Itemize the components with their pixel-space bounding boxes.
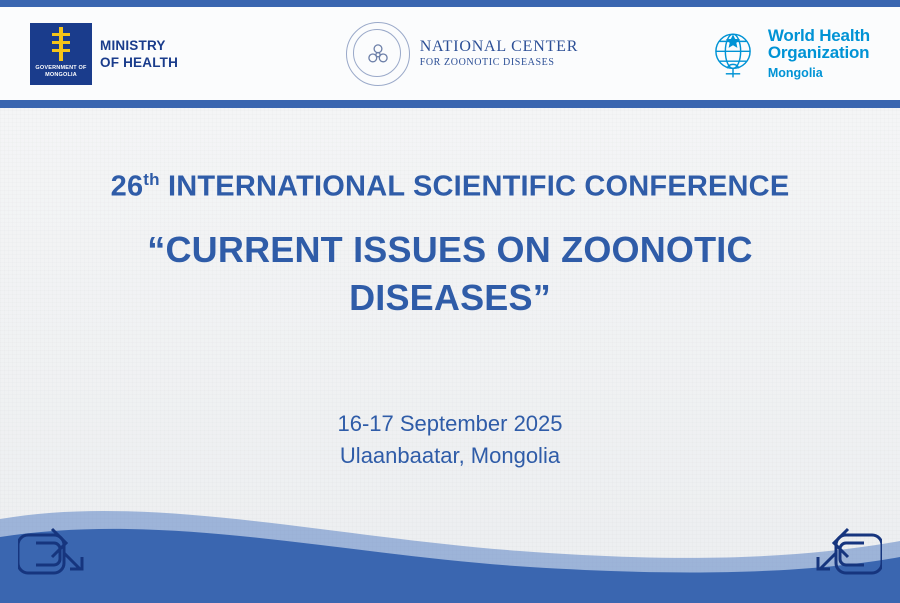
header-divider-rule	[0, 100, 900, 108]
conference-heading	[0, 170, 900, 204]
soyombo-symbol-icon	[50, 27, 72, 61]
national-center-logo	[346, 22, 579, 86]
conference-title-text: INTERNATIONAL SCIENTIFIC CONFERENCE	[159, 170, 790, 203]
conference-theme	[0, 226, 900, 322]
theme-line2: DISEASES”	[349, 276, 551, 318]
title-block	[0, 170, 900, 322]
ministry-of-health-text	[100, 37, 178, 71]
event-date: 16-17 September 2025	[337, 411, 563, 436]
who-name-line1: World Health	[767, 25, 870, 45]
who-logo	[706, 27, 870, 81]
top-accent-rule	[0, 0, 900, 7]
gov-label-line1: GOVERNMENT OF	[35, 64, 87, 71]
conference-number: 26	[110, 170, 144, 203]
ncz-line1: NATIONAL CENTER	[419, 38, 579, 56]
ulzii-knot-right-icon	[808, 523, 882, 585]
ministry-line1: MINISTRY	[100, 37, 166, 53]
ulzii-knot-left-icon	[18, 523, 92, 585]
bottom-wave-decoration	[0, 463, 900, 603]
mongolia-emblem-icon	[30, 23, 92, 85]
event-location: Ulaanbaatar, Mongolia	[339, 443, 561, 468]
who-text	[768, 27, 870, 81]
conference-ordinal: th	[143, 170, 160, 189]
who-name-line2: Organization	[767, 43, 870, 63]
gov-label-line2: MONGOLIA	[45, 71, 77, 78]
government-of-mongolia-label	[30, 65, 92, 79]
national-center-seal-icon	[346, 22, 410, 86]
ncz-line2: FOR ZOONOTIC DISEASES	[419, 57, 555, 69]
national-center-text	[420, 37, 579, 70]
ministry-line2: OF HEALTH	[100, 54, 179, 70]
who-country-label: Mongolia	[767, 66, 823, 81]
ministry-of-health-logo	[30, 23, 178, 85]
biohazard-icon	[365, 41, 391, 67]
theme-line1: “CURRENT ISSUES ON ZOONOTIC	[147, 228, 753, 270]
logo-header	[0, 7, 900, 100]
who-emblem-icon	[706, 27, 760, 81]
slide-body	[0, 108, 900, 603]
